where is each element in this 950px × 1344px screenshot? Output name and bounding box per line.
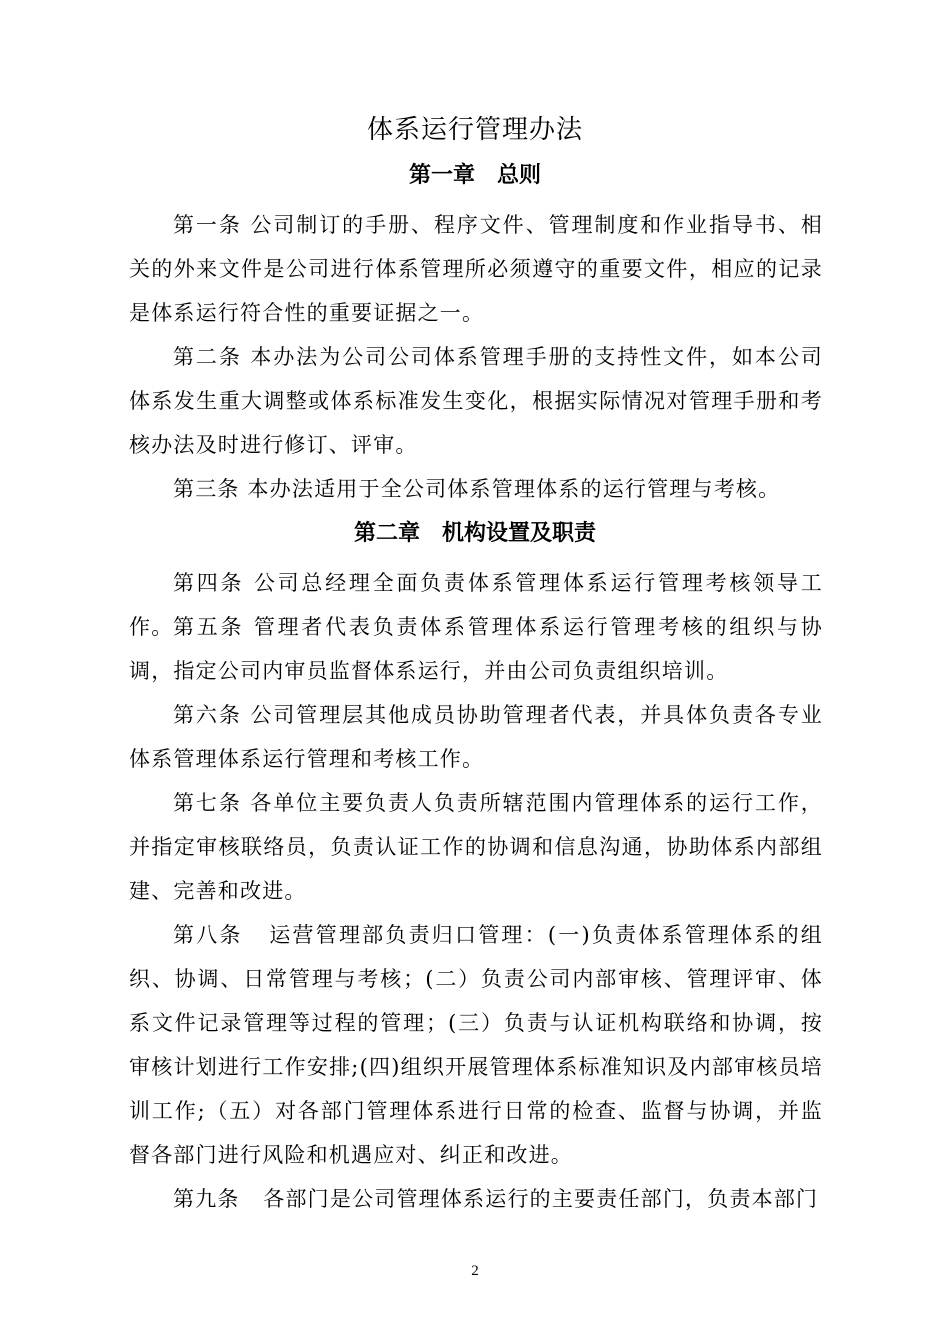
article-7 [129,781,823,913]
article-label: 第二条 [173,345,242,369]
article-5 [129,605,823,693]
article-text: 管理者代表负责体系管理体系运行管理考核的组织与协调，指定公司内审员监督体系运行，并由公司负责组织培训。 [129,615,823,683]
article-label: 第九条 [173,1187,240,1211]
article-9 [129,1177,823,1221]
article-8 [129,913,823,1177]
chapter-heading-2: 第二章 机构设置及职责 [353,521,596,546]
article-text: 本办法为公司公司体系管理手册的支持性文件，如本公司体系发生重大调整或体系标准发生变化，根据实际情况对管理手册和考核办法及时进行修订、评审。 [129,345,823,457]
chapter-heading-1: 第一章 总则 [408,163,541,188]
article-1 [129,203,823,335]
article-text: 公司总经理全面负责体系管理体系运行管理考核领导工作。 [129,571,823,639]
article-6 [129,693,823,781]
document-title: 体系运行管理办法 [366,115,583,145]
article-label: 第八条 [173,923,243,947]
article-2 [129,335,823,467]
article-3 [129,467,823,511]
page-number: 2 [471,1263,479,1279]
article-text: 各部门是公司管理体系运行的主要责任部门，负责本部门 [263,1187,819,1211]
article-label: 第四条 [173,571,245,595]
article-text: 各单位主要负责人负责所辖范围内管理体系的运行工作，并指定审核联络员，负责认证工作的协调和信息沟通，协助体系内部组建、完善和改进。 [129,791,823,903]
article-text: 公司管理层其他成员协助管理者代表，并具体负责各专业体系管理体系运行管理和考核工作。 [129,703,823,771]
article-text: 本办法适用于全公司体系管理体系的运行管理与考核。 [247,477,781,501]
article-label: 第六条 [173,703,242,727]
article-label: 第三条 [173,477,240,501]
article-text: 公司制订的手册、程序文件、管理制度和作业指导书、相关的外来文件是公司进行体系管理所必须遵守的重要文件，相应的记录是体系运行符合性的重要证据之一。 [129,213,823,325]
article-label: 第五条 [173,615,245,639]
article-label: 第一条 [173,213,242,237]
article-label: 第七条 [173,791,242,815]
article-text: 运营管理部负责归口管理：(一)负责体系管理体系的组织、协调、日常管理与考核；(二）负责公司内部审核、管理评审、体系文件记录管理等过程的管理；(三）负责与认证机构联络和协调，按审核计划进行工作安排;(四)组织开展管理体系标准知识及内部审核员培训工作;（五）对各部门管理体系进行日常的检查、监督与协调，并监督各部门进行风险和机遇应对、纠正和改进。 [129,923,823,1167]
